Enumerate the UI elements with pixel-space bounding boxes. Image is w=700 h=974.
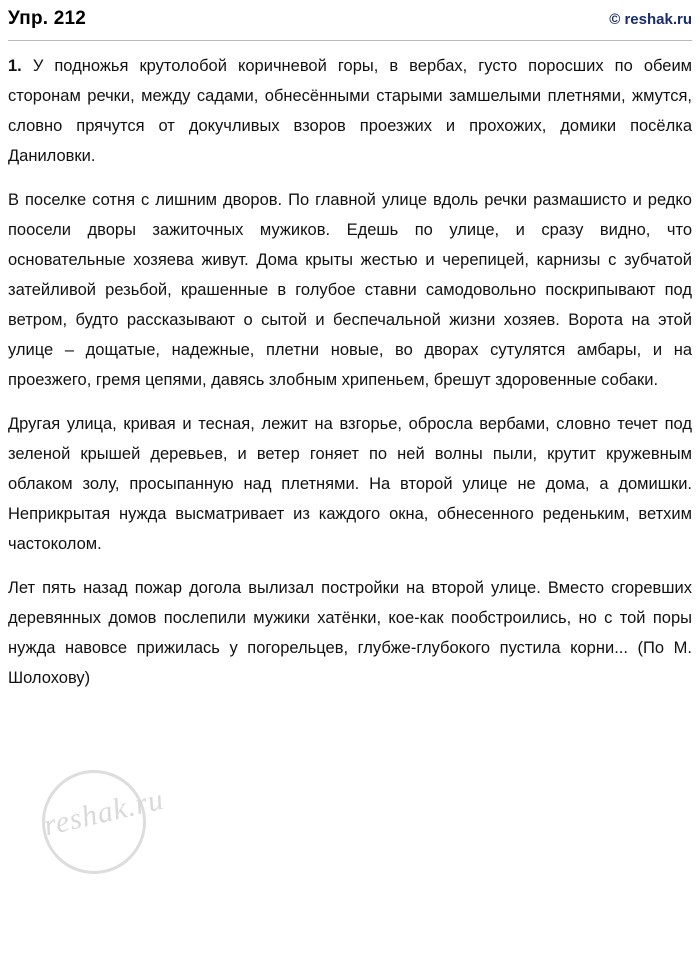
header-divider — [8, 40, 692, 41]
paragraph-text-4: Лет пять назад пожар догола вылизал постройки на второй улице. Вместо сгоревших деревянных домов послепили мужики хатёнки, кое-как пообстроились, но с той поры нужда навовсе прижилась у погорельцев, глубже-глубокого пустила корни... (По М. Шолохову) — [8, 579, 692, 687]
watermark-text: reshak.ru — [40, 782, 168, 843]
paragraph-text-1: У подножья крутолобой коричневой горы, в вербах, густо поросших по обеим сторонам речки, между садами, обнесёнными старыми замшелыми плетнями, жмутся, словно прячутся от докучливых взоров проезжих и прохожих, домики посёлка Даниловки. — [8, 57, 692, 165]
paragraph-1 — [8, 51, 692, 171]
paragraph-3 — [8, 409, 692, 559]
page-header — [8, 8, 692, 30]
paragraph-2 — [8, 185, 692, 395]
paragraph-number-1: 1. — [8, 57, 22, 75]
watermark — [38, 766, 168, 886]
paragraph-4 — [8, 573, 692, 693]
exercise-title: Упр. 212 — [8, 8, 87, 29]
copyright-label: © reshak.ru — [609, 11, 692, 28]
paragraph-text-3: Другая улица, кривая и тесная, лежит на взгорье, обросла вербами, словно течет под зеленой крышей деревьев, и ветер гоняет по ней волны пыли, крутит кружевным облаком золу, просыпанную над плетнями. На второй улице не дома, а домишки. Неприкрытая нужда высматривает из каждого окна, обнесенного реденьким, ветхим частоколом. — [8, 415, 692, 553]
paragraph-text-2: В поселке сотня с лишним дворов. По главной улице вдоль речки размашисто и редко поосели дворы зажиточных мужиков. Едешь по улице, и сразу видно, что основательные хозяева живут. Дома крыты жестью и черепицей, карнизы с зубчатой затейливой резьбой, крашенные в голубое ставни самодовольно поскрипывают под ветром, будто рассказывают о сытой и беспечальной жизни хозяев. Ворота на этой улице – дощатые, надежные, плетни новые, во дворах сутулятся амбары, и на проезжего, гремя цепями, давясь злобным хрипеньем, брешут здоровенные собаки. — [8, 191, 692, 389]
watermark-circle — [42, 770, 146, 874]
